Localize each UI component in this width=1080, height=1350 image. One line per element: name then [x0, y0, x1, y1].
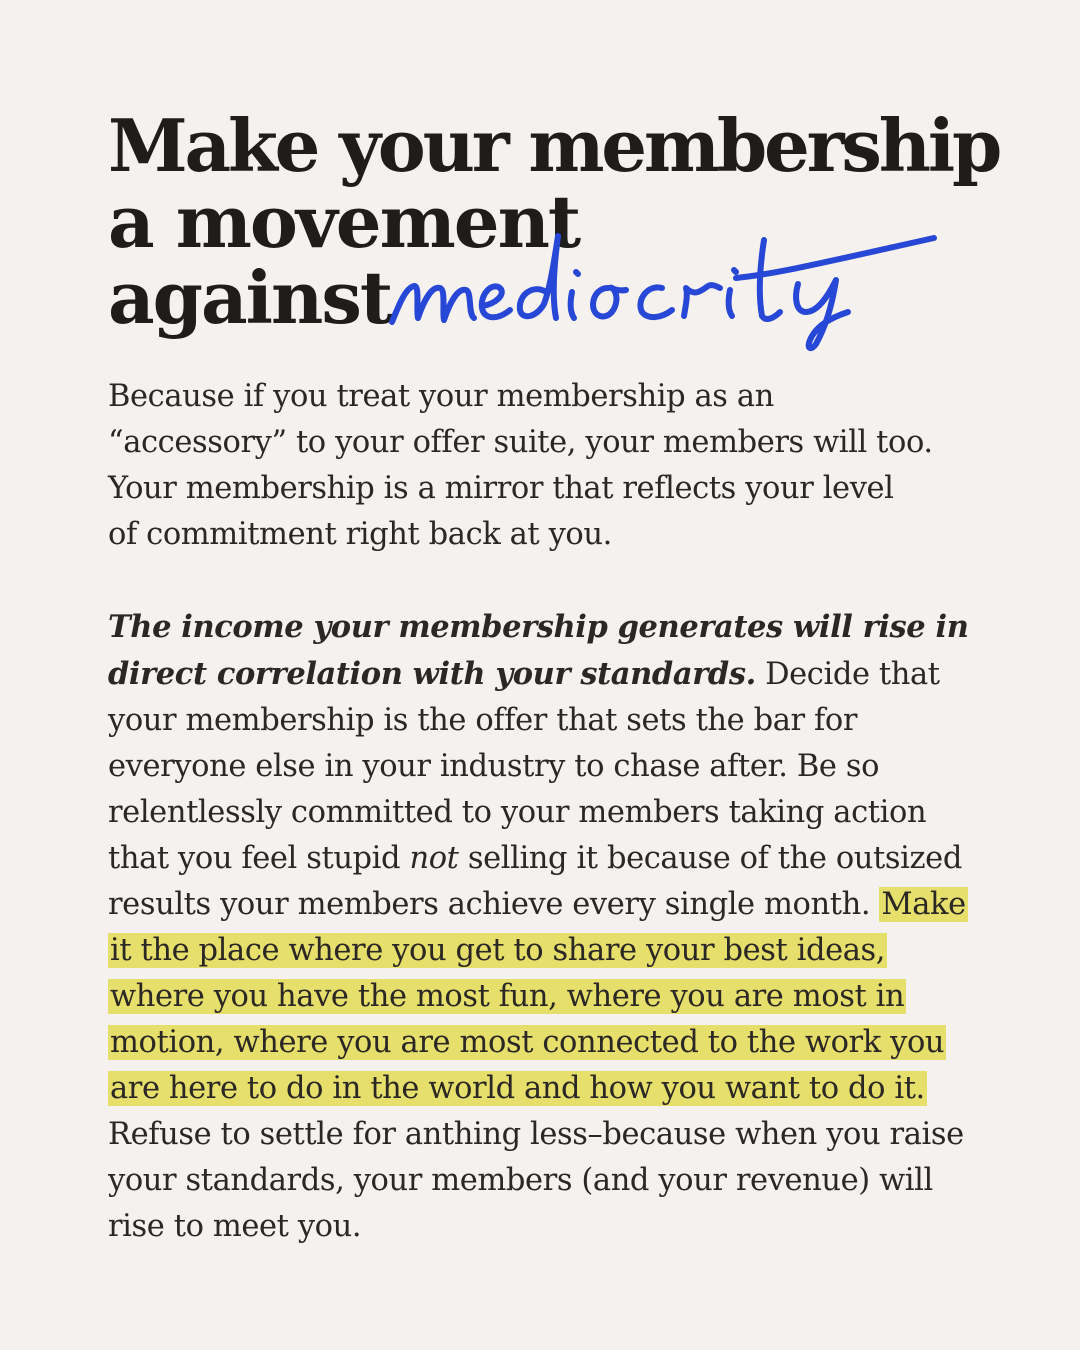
intro-line: Because if you treat your membership as an — [108, 379, 774, 414]
lead-statement: The income your membership generates will rise in direct correlation with your standards. — [108, 609, 969, 692]
paragraph-main — [108, 604, 988, 1250]
body-text-b: selling it because of the outsized results your members achieve every single month. — [108, 841, 962, 922]
headline-line-3: against — [108, 255, 392, 340]
body-text-c: Refuse to settle for anthing less–because when you raise your standards, your members (and your revenue) will rise to meet you. — [108, 1117, 964, 1244]
headline-line-2: a movement — [108, 179, 580, 264]
intro-line: of commitment right back at you. — [108, 517, 612, 552]
headline-line-1: Make your membership — [108, 103, 1000, 188]
handwritten-word-mediocrity — [386, 222, 946, 352]
body-text-a: Decide that your membership is the offer that sets the bar for everyone else in your industry to chase after. Be so relentlessly committed to your members taking action that you feel stupid — [108, 657, 940, 876]
body-copy — [108, 374, 988, 1250]
intro-line: “accessory” to your offer suite, your members will too. — [108, 425, 933, 460]
paragraph-gap — [108, 558, 988, 604]
emphasis-not: not — [409, 841, 459, 876]
highlighted-text: Make it the place where you get to share your best ideas, where you have the most fun, where you are most in motion, where you are most connected to the work you are here to do in the world and how you want to do it. — [110, 887, 966, 1106]
paragraph-intro — [108, 374, 988, 558]
intro-line: Your membership is a mirror that reflects your level — [108, 471, 894, 506]
